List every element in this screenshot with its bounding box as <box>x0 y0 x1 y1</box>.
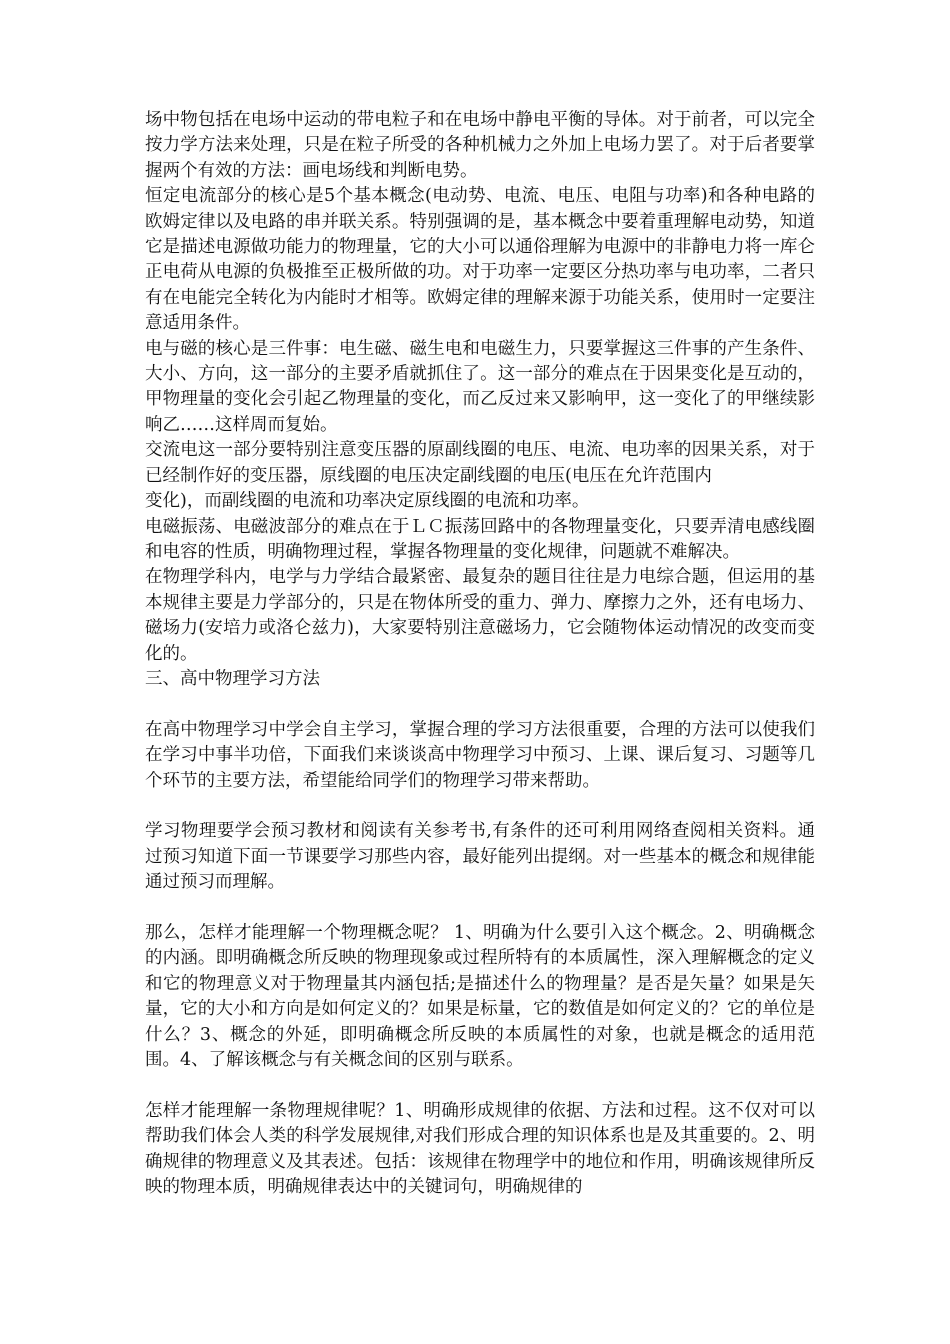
paragraph-lc-oscillation: 电磁振荡、电磁波部分的难点在于ＬＣ振荡回路中的各物理量变化，只要弄清电感线圈和电容的性质，明确物理过程，掌握各物理量的变化规律，问题就不难解决。 <box>145 516 815 562</box>
paragraph-alternating-current: 交流电这一部分要特别注意变压器的原副线圈的电压、电流、电功率的因果关系，对于已经制作好的变压器，原线圈的电压决定副线圈的电压(电压在允许范围内 <box>145 440 815 486</box>
paragraph-spacer <box>145 794 815 819</box>
section-heading-study-methods: 三、高中物理学习方法 <box>145 668 320 689</box>
paragraph-alternating-current-continued: 变化)，而副线圈的电流和功率决定原线圈的电流和功率。 <box>145 491 590 512</box>
paragraph-understand-concept: 那么，怎样才能理解一个物理概念呢？ 1、明确为什么要引入这个概念。2、明确概念的内涵。即明确概念所反映的物理现象或过程所特有的本质属性，深入理解概念的定义和它的物理意义对于物理量其内涵包括;是描述什么的物理量？是否是矢量？如果是矢量，它的大小和方向是如何定义的？如果是标量，它的数值是如何定义的？它的单位是什么？3、概念的外延，即明确概念所反映的本质属性的对象，也就是概念的适用范围。4、了解该概念与有关概念间的区别与联系。 <box>145 922 815 1070</box>
paragraph-electromagnetism: 电与磁的核心是三件事：电生磁、磁生电和电磁生力，只要掌握这三件事的产生条件、大小、方向，这一部分的主要矛盾就抓住了。这一部分的难点在于因果变化是互动的，甲物理量的变化会引起乙物理量的变化，而乙反过来又影响甲，这一变化了的甲继续影响乙……这样周而复始。 <box>145 338 815 435</box>
paragraph-electric-field-objects: 场中物包括在电场中运动的带电粒子和在电场中静电平衡的导体。对于前者，可以完全按力学方法来处理，只是在粒子所受的各种机械力之外加上电场力罢了。对于后者要掌握两个有效的方法：画电场线和判断电势。 <box>145 110 815 181</box>
document-page <box>145 108 815 1200</box>
paragraph-understand-law: 怎样才能理解一条物理规律呢？1、明确形成规律的依据、方法和过程。这不仅对可以帮助我们体会人类的科学发展规律,对我们形成合理的知识体系也是及其重要的。2、明确规律的物理意义及其表述。包括：该规律在物理学中的地位和作用，明确该规律所反映的物理本质，明确规律表达中的关键词句，明确规律的 <box>145 1100 815 1197</box>
paragraph-self-study: 在高中物理学习中学会自主学习，掌握合理的学习方法很重要，合理的方法可以使我们在学习中事半功倍，下面我们来谈谈高中物理学习中预习、上课、课后复习、习题等几个环节的主要方法，希望能给同学们的物理学习带来帮助。 <box>145 719 815 791</box>
paragraph-preview: 学习物理要学会预习教材和阅读有关参考书,有条件的还可利用网络查阅相关资料。通过预习知道下面一节课要学习那些内容，最好能列出提纲。对一些基本的概念和规律能通过预习而理解。 <box>145 821 815 893</box>
paragraph-steady-current: 恒定电流部分的核心是5个基本概念(电动势、电流、电压、电阻与功率)和各种电路的欧姆定律以及电路的串并联关系。特别强调的是，基本概念中要着重理解电动势，知道它是描述电源做功能力的物理量，它的大小可以通俗理解为电源中的非静电力将一库仑正电荷从电源的负极推至正极所做的功。对于功率一定要区分热功率与电功率，二者只有在电能完全转化为内能时才相等。欧姆定律的理解来源于功能关系，使用时一定要注意适用条件。 <box>145 186 815 334</box>
paragraph-spacer <box>145 692 815 717</box>
paragraph-spacer <box>145 1073 815 1098</box>
paragraph-spacer <box>145 896 815 921</box>
paragraph-mechanics-electricity: 在物理学科内，电学与力学结合最紧密、最复杂的题目往往是力电综合题，但运用的基本规律主要是力学部分的，只是在物体所受的重力、弹力、摩擦力之外，还有电场力、磁场力(安培力或洛仑兹力)，大家要特别注意磁场力，它会随物体运动情况的改变而变化的。 <box>145 567 815 664</box>
